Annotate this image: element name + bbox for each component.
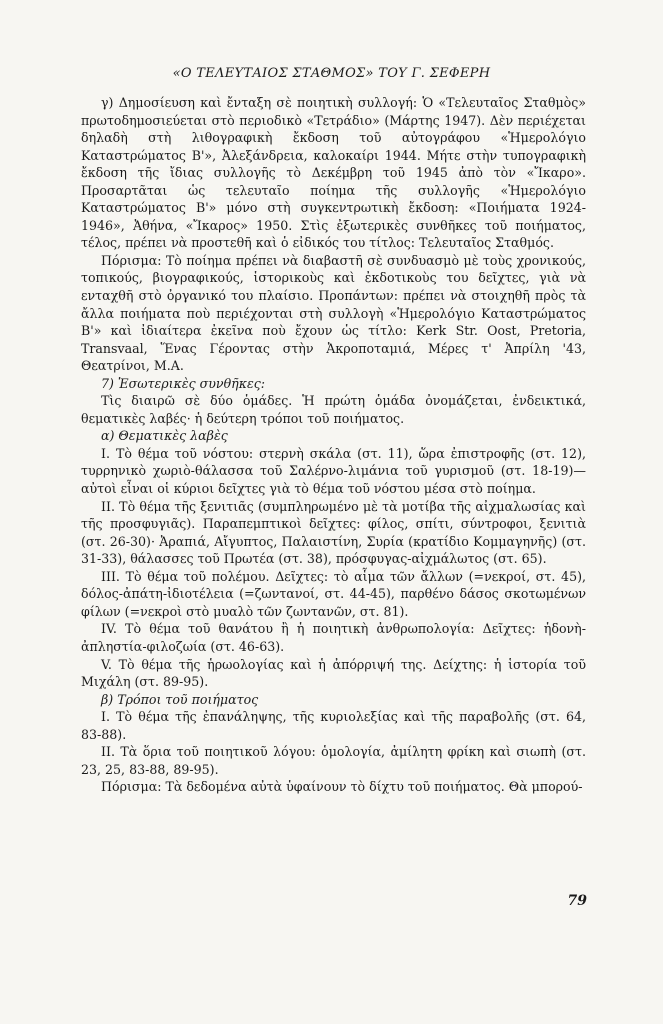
running-head: «Ο ΤΕΛΕΥΤΑΙΟΣ ΣΤΑΘΜΟΣ» ΤΟΥ Γ. ΣΕΦΕΡΗ <box>172 66 491 81</box>
theme-item-1: Ι. Τὸ θέμα τοῦ νόστου: στερνὴ σκάλα (στ. 11), ὥρα ἐπιστροφῆς (στ. 12), τυρρηνικὸ χωριὸ-θάλασσα τοῦ Σαλέρνο-λιμάνια τοῦ γυρισμοῦ (στ. 18-19)— αὐτοὶ εἶναι οἱ κύριοι δεῖχτες γιὰ τὸ θέμα τοῦ νόστου μέσα στὸ ποίημα. <box>81 445 586 497</box>
paragraph-publication: γ) Δημοσίευση καὶ ἔνταξη σὲ ποιητικὴ συλλογή: Ὁ «Τελευταῖος Σταθμὸς» πρωτοδημοσιεύεται στὸ περιοδικὸ «Τετράδιο» (Μάρτης 1947). Δὲν περιέχεται δηλαδὴ στὴ λιθογραφικὴ ἔκδοση τοῦ αὐτογράφου «Ἡμερολόγιο Καταστρώματος Β'», Ἀλεξάνδρεια, καλοκαίρι 1944. Μήτε στὴν τυπογραφικὴ ἔκδοση τῆς ἴδιας συλλογῆς τὸ Δεκέμβρη τοῦ 1945 ἀπὸ τὸν «Ἴκαρο». Προσαρτᾶται ὡς τελευταῖο ποίημα τῆς συλλογῆς «Ἡμερολόγιο Καταστρώματος Β'» μόνο στὴ συγκεντρωτικὴ ἔκδοση: «Ποιήματα 1924-1946», Ἀθήνα, «Ἴκαρος» 1950. Στὶς ἐξωτερικὲς συνθῆκες τοῦ ποιήματος, τέλος, πρέπει νὰ προστεθῆ καὶ ὁ εἰδικός του τίτλος: Τελευταῖος Σταθμός. <box>81 95 586 251</box>
paragraph-groups: Τὶς διαιρῶ σὲ δύο ὁμάδες. Ἡ πρώτη ὁμάδα ὀνομάζεται, ἐνδεικτικά, θεματικὲς λαβές· ἡ δεύτερη τρόποι τοῦ ποιήματος. <box>81 393 586 426</box>
theme-item-3: ΙΙΙ. Τὸ θέμα τοῦ πολέμου. Δεῖχτες: τὸ αἷμα τῶν ἄλλων (=νεκροί, στ. 45), δόλος-ἀπάτη-ἰδιοτέλεια (=ζωντανοί, στ. 44-45), παρθένο δάσος σκοτωμένων φίλων (=νεκροὶ στὸ μυαλὸ τῶν ζωντανῶν, στ. 81). <box>81 568 586 619</box>
subheading-modes: β) Τρόποι τοῦ ποιήματος <box>101 691 259 707</box>
mode-item-1: Ι. Τὸ θέμα τῆς ἐπανάληψης, τῆς κυριολεξίας καὶ τῆς παραβολῆς (στ. 64, 83-88). <box>81 709 586 742</box>
theme-item-5: V. Τὸ θέμα τῆς ἡρωολογίας καὶ ἡ ἀπόρριψή της. Δείχτης: ἡ ἱστορία τοῦ Μιχάλη (στ. 89-95). <box>81 656 586 690</box>
theme-item-2: ΙΙ. Τὸ θέμα τῆς ξενιτιᾶς (συμπληρωμένο μὲ τὰ μοτίβα τῆς αἰχμαλωσίας καὶ τῆς προσφυγιᾶς). Παραπεμπτικοὶ δεῖχτες: φίλος, σπίτι, σύντροφοι, ξενιτιὰ (στ. 26-30)· Ἀραπιά, Αἴγυπτος, Παλαιστίνη, Συρία (κρατίδιο Κομμαγηνῆς) (στ. 31-33), θάλασσες τοῦ Πρωτέα (στ. 38), πρόσφυγας-αἰχμάλωτος (στ. 65). <box>81 498 586 567</box>
subheading-thematic: α) Θεματικὲς λαβὲς <box>101 428 228 444</box>
paragraph-porisma-2: Πόρισμα: Τὰ δεδομένα αὐτὰ ὑφαίνουν τὸ δίχτυ τοῦ ποιήματος. Θὰ μπορού- <box>101 779 583 795</box>
page-number: 79 <box>567 893 587 909</box>
section-heading-internal: 7) Ἐσωτερικὲς συνθῆκες: <box>101 375 266 391</box>
theme-item-4: ΙV. Τὸ θέμα τοῦ θανάτου ἢ ἡ ποιητικὴ ἀνθρωπολογία: Δεῖχτες: ἡδονὴ-ἀπληστία-φιλοζωία (στ. 46-63). <box>81 621 586 654</box>
mode-item-2: ΙΙ. Τὰ ὅρια τοῦ ποιητικοῦ λόγου: ὁμολογία, ἀμίλητη φρίκη καὶ σιωπὴ (στ. 23, 25, 83-88, 89-95). <box>81 744 586 777</box>
paragraph-porisma-1: Πόρισμα: Τὸ ποίημα πρέπει νὰ διαβαστῆ σὲ συνδυασμὸ μὲ τοὺς χρονικούς, τοπικούς, βιογραφικούς, ἱστορικοὺς καὶ ἐκδοτικοὺς του δεῖχτες, γιὰ νὰ ενταχθῆ στὸ ὀργανικό του πλαίσιο. Προπάντων: πρέπει νὰ στοιχηθῆ πρὸς τὰ ἄλλα ποιήματα ποὺ περιέχονται στὴ συλλογὴ «Ἡμερολόγιο Καταστρώματος Β'» καὶ ἰδιαίτερα ἐκεῖνα ποὺ ἔχουν ὡς τίτλο: Kerk Str. Oost, Pretoria, Transvaal, Ἕνας Γέροντας στὴν Ἀκροποταμιά, Μέρες τ' Ἀπρίλη '43, Θεατρίνοι, Μ.Α. <box>81 252 586 374</box>
page-body <box>81 94 586 796</box>
